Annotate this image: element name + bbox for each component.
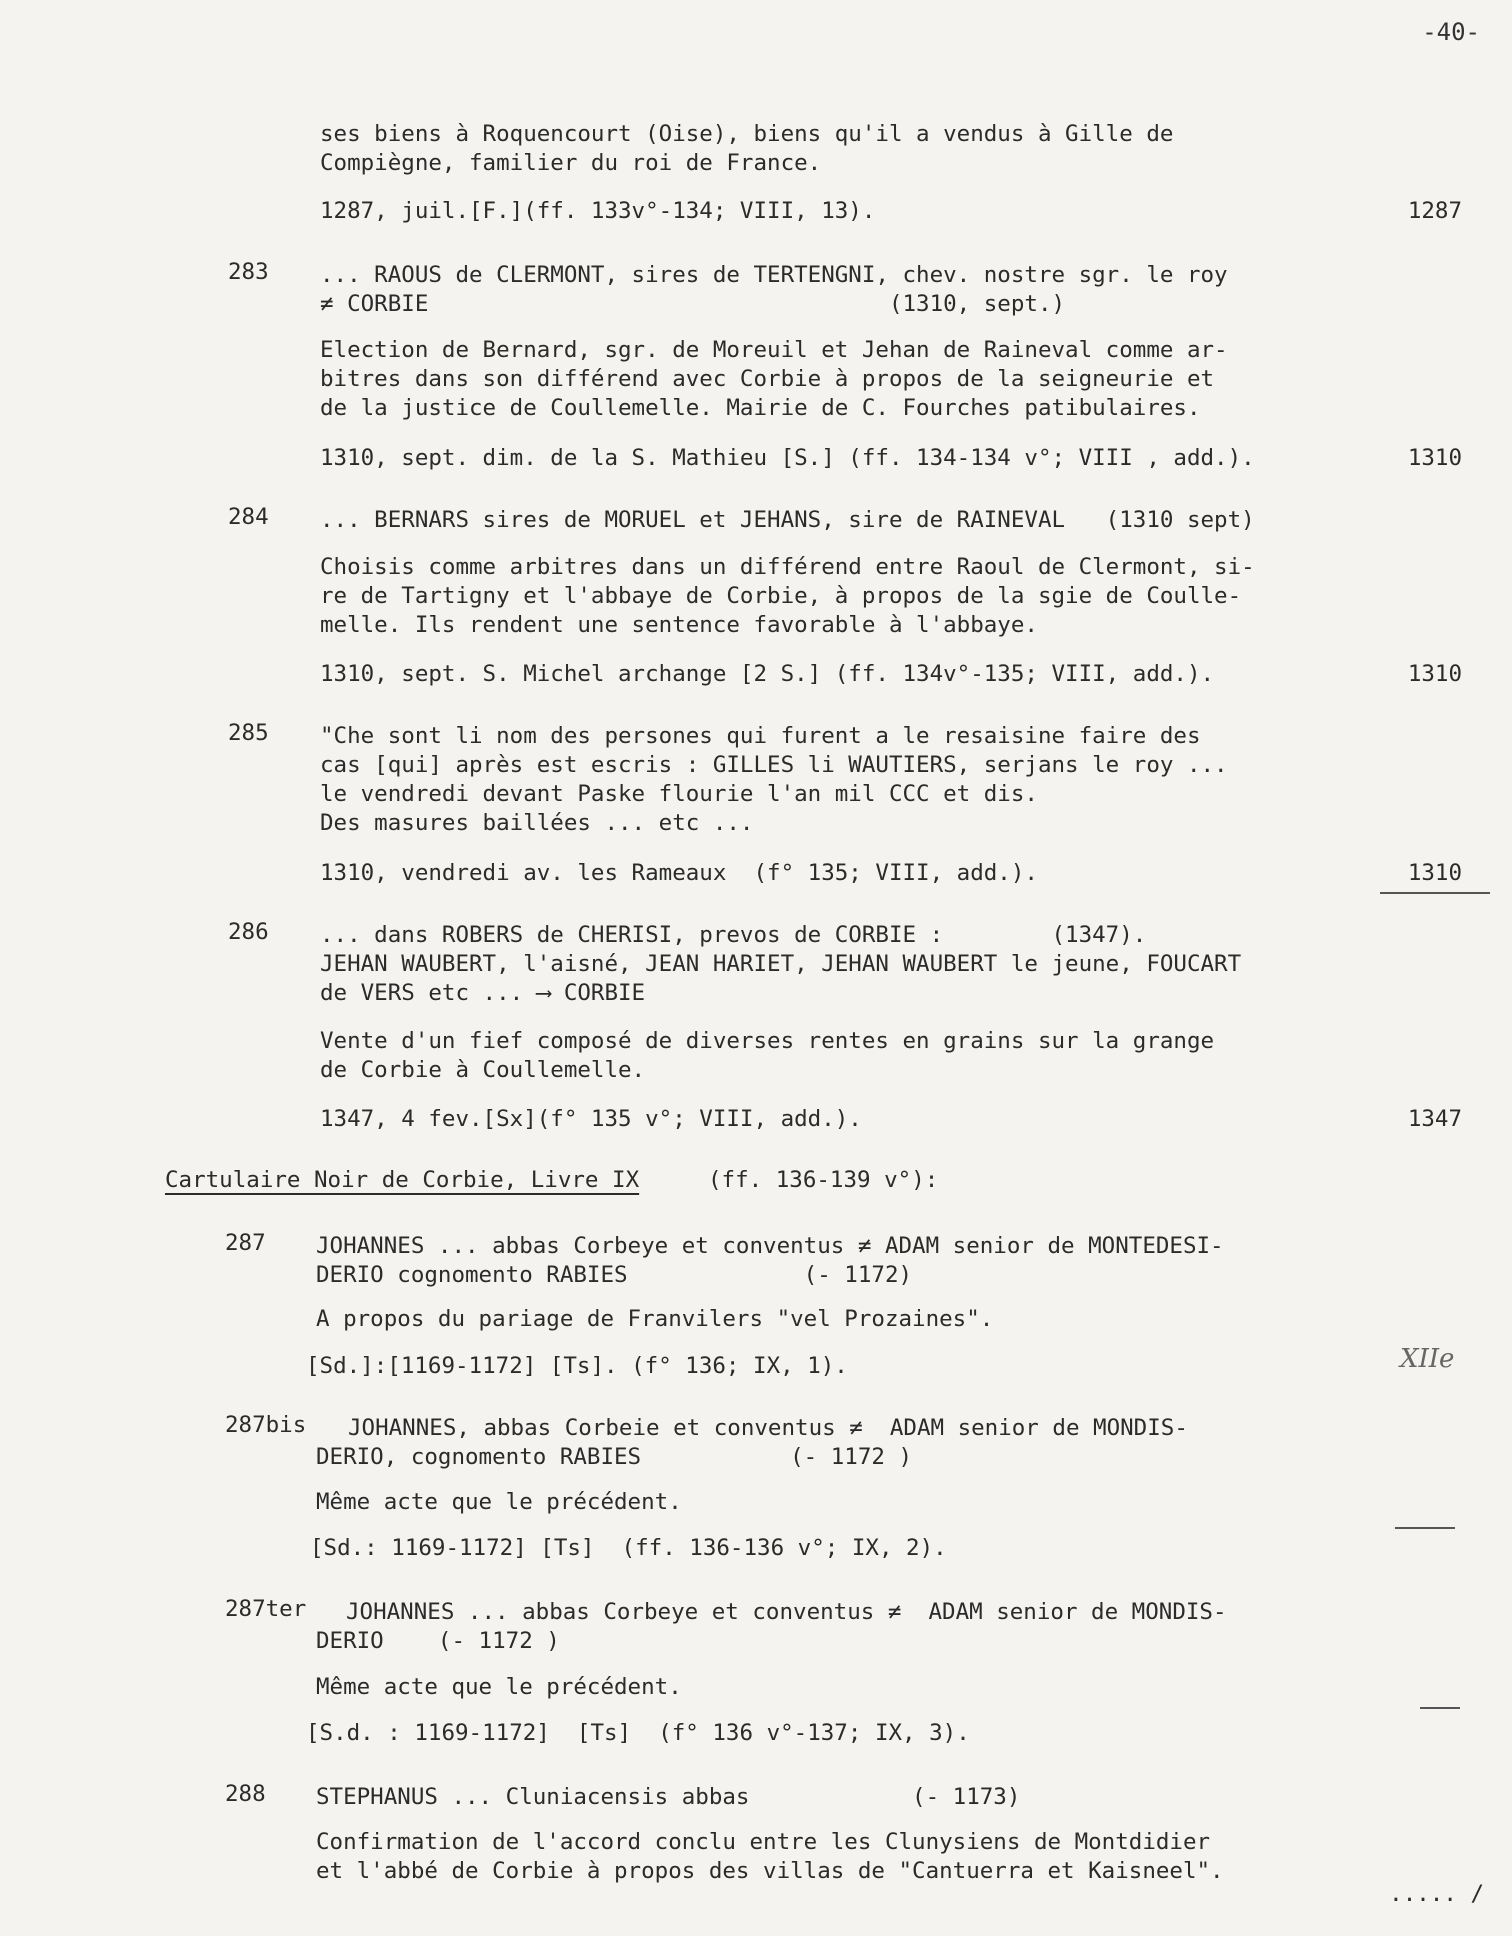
entry-text: bitres dans son différend avec Corbie à propos de la seigneurie et [320,366,1215,392]
entry-head: "Che sont li nom des persones qui furent a le resaisine faire des [320,723,1201,749]
entry-head: JEHAN WAUBERT, l'aisné, JEAN HARIET, JEHAN WAUBERT le jeune, FOUCART [320,951,1242,977]
section-heading: Cartulaire Noir de Corbie, Livre IX [165,1167,640,1193]
entry-head: DERIO, cognomento RABIES (- 1172 ) [316,1444,913,1470]
entry-text: de la justice de Coullemelle. Mairie de C. Fourches patibulaires. [320,395,1201,421]
entry-ref: [Sd.]:[1169-1172] [Ts]. (f° 136; IX, 1). [306,1353,848,1379]
entry-number: 287ter [225,1596,307,1622]
entry-ref: 1310, sept. dim. de la S. Mathieu [S.] (ff. 134-134 v°; VIII , add.). [320,445,1255,471]
entry-text: Choisis comme arbitres dans un différend entre Raoul de Clermont, si- [320,554,1255,580]
entry-head: de VERS etc ... ⟶ CORBIE [320,980,646,1006]
entry-text: Confirmation de l'accord conclu entre les Clunysiens de Montdidier [316,1829,1211,1855]
entry-ref: 1310, sept. S. Michel archange [2 S.] (ff. 134v°-135; VIII, add.). [320,661,1215,687]
page-number: -40- [1422,18,1480,46]
entry-head: cas [qui] après est escris : GILLES li WAUTIERS, serjans le roy ... [320,752,1228,778]
margin-rule [1380,892,1490,894]
entry-date: 1347 [1407,1106,1462,1132]
entry-number: 287bis [225,1412,307,1438]
entry-head: ... BERNARS sires de MORUEL et JEHANS, sire de RAINEVAL (1310 sept) [320,507,1255,533]
entry-head: le vendredi devant Paske flourie l'an mil CCC et dis. [320,781,1038,807]
entry-head: ≠ CORBIE (1310, sept.) [320,291,1066,317]
entry-text: Même acte que le précédent. [316,1489,682,1515]
entry-number: 288 [225,1781,266,1807]
entry-head: JOHANNES, abbas Corbeie et conventus ≠ ADAM senior de MONDIS- [348,1415,1188,1441]
entry-number: 284 [228,504,269,530]
margin-rule [1395,1527,1455,1529]
entry-text: melle. Ils rendent une sentence favorable à l'abbaye. [320,612,1038,638]
intro-ref: 1287, juil.[F.](ff. 133v°-134; VIII, 13). [320,198,876,224]
entry-text: Election de Bernard, sgr. de Moreuil et Jehan de Raineval comme ar- [320,337,1228,363]
entry-ref: [S.d. : 1169-1172] [Ts] (f° 136 v°-137; IX, 3). [306,1720,970,1746]
intro-date: 1287 [1407,198,1462,224]
continuation-mark: ..... / [1389,1881,1484,1907]
entry-head: DERIO cognomento RABIES (- 1172) [316,1262,913,1288]
intro-line-1: ses biens à Roquencourt (Oise), biens qu'il a vendus à Gille de [320,121,1174,147]
section-range: (ff. 136-139 v°): [708,1167,939,1193]
entry-head: STEPHANUS ... Cluniacensis abbas (- 1173) [316,1784,1021,1810]
entry-number: 286 [228,919,269,945]
entry-text: et l'abbé de Corbie à propos des villas de "Cantuerra et Kaisneel". [316,1858,1224,1884]
intro-line-2: Compiègne, familier du roi de France. [320,150,822,176]
entry-date: 1310 [1407,661,1462,687]
entry-head: DERIO (- 1172 ) [316,1628,560,1654]
margin-rule [1420,1707,1460,1709]
entry-text: de Corbie à Coullemelle. [320,1057,646,1083]
entry-text: A propos du pariage de Franvilers "vel Prozaines". [316,1306,994,1332]
entry-text: re de Tartigny et l'abbaye de Corbie, à propos de la sgie de Coulle- [320,583,1242,609]
entry-head: ... RAOUS de CLERMONT, sires de TERTENGNI, chev. nostre sgr. le roy [320,262,1228,288]
entry-text: Vente d'un fief composé de diverses rentes en grains sur la grange [320,1028,1215,1054]
entry-head: ... dans ROBERS de CHERISI, prevos de CORBIE : (1347). [320,922,1147,948]
entry-head: Des masures baillées ... etc ... [320,810,754,836]
entry-head: JOHANNES ... abbas Corbeye et conventus ≠ ADAM senior de MONTEDESI- [316,1233,1224,1259]
entry-text: Même acte que le précédent. [316,1674,682,1700]
entry-ref: 1310, vendredi av. les Rameaux (f° 135; VIII, add.). [320,860,1038,886]
entry-date: 1310 [1407,445,1462,471]
entry-number: 285 [228,720,269,746]
entry-date: 1310 [1407,860,1462,886]
entry-number: 287 [225,1230,266,1256]
entry-number: 283 [228,259,269,285]
margin-note: XIIe [1400,1344,1455,1374]
entry-ref: 1347, 4 fev.[Sx](f° 135 v°; VIII, add.). [320,1106,862,1132]
entry-head: JOHANNES ... abbas Corbeye et conventus ≠ ADAM senior de MONDIS- [346,1599,1227,1625]
entry-ref: [Sd.: 1169-1172] [Ts] (ff. 136-136 v°; IX, 2). [310,1535,947,1561]
